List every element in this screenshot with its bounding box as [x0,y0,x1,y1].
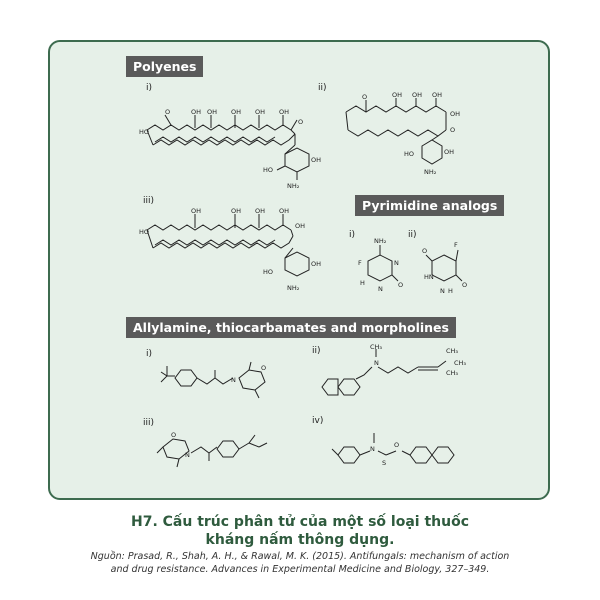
svg-text:OH: OH [191,108,202,116]
svg-text:OH: OH [311,156,322,164]
polyene-ii-structure [338,90,478,180]
svg-text:N: N [231,376,236,384]
svg-text:O: O [362,93,368,101]
svg-text:CH₃: CH₃ [370,343,383,351]
svg-text:OH: OH [392,91,403,99]
svg-text:OH: OH [279,207,290,215]
section-header-allylamine: Allylamine, thiocarbamates and morpholines [126,317,456,338]
svg-text:NH₂: NH₂ [287,284,300,292]
svg-text:O: O [261,364,267,372]
pyrimidine-ii-structure [422,235,472,300]
label-allyl-i: i) [146,349,153,359]
svg-text:HO: HO [139,128,150,136]
svg-text:F: F [358,259,362,267]
svg-text:NH₂: NH₂ [287,182,300,190]
svg-text:OH: OH [207,108,218,116]
svg-text:HO: HO [404,150,415,158]
svg-text:N: N [440,287,445,295]
svg-text:N: N [378,285,383,293]
allylamine-iv-structure [330,425,470,475]
svg-text:OH: OH [311,260,322,268]
section-header-polyenes: Polyenes [126,56,203,77]
svg-text:O: O [422,247,428,255]
svg-text:O: O [450,126,456,134]
svg-text:OH: OH [279,108,290,116]
svg-text:O: O [394,441,400,449]
svg-text:OH: OH [231,207,242,215]
pyrimidine-i-structure [358,235,408,300]
svg-text:OH: OH [412,91,423,99]
label-polyene-ii: ii) [318,83,327,93]
label-pyrimidine-i: i) [349,230,356,240]
svg-text:O: O [298,118,304,126]
svg-text:H: H [360,279,365,287]
svg-text:OH: OH [295,222,306,230]
svg-text:HN: HN [424,273,434,281]
section-header-pyrimidine: Pyrimidine analogs [355,195,504,216]
svg-text:HO: HO [263,268,274,276]
figure-caption-line-2: kháng nấm thông dụng. [205,532,395,548]
svg-text:OH: OH [191,207,202,215]
svg-text:O: O [165,108,171,116]
svg-text:N: N [374,359,379,367]
svg-text:NH₂: NH₂ [424,168,437,176]
svg-text:OH: OH [450,110,461,118]
svg-text:OH: OH [255,207,266,215]
svg-text:N: N [185,451,190,459]
svg-text:HO: HO [139,228,150,236]
svg-text:OH: OH [444,148,455,156]
polyene-i-structure [135,90,325,190]
svg-text:O: O [462,281,468,289]
label-pyrimidine-ii: ii) [408,230,417,240]
polyene-iii-structure [135,200,325,295]
allylamine-iii-structure [155,425,285,475]
allylamine-i-structure [155,358,285,408]
label-allyl-ii: ii) [312,346,321,356]
svg-text:F: F [454,241,458,249]
svg-text:OH: OH [231,108,242,116]
svg-text:N: N [394,259,399,267]
svg-text:N: N [370,445,375,453]
svg-text:S: S [382,459,387,467]
svg-text:CH₃: CH₃ [446,369,459,377]
svg-text:OH: OH [432,91,443,99]
label-polyene-iii: iii) [143,196,155,206]
svg-text:CH₃: CH₃ [454,359,467,367]
source-citation-line-1: Nguồn: Prasad, R., Shah, A. H., & Rawal, M. K. (2015). Antifungals: mechanism of action [90,551,510,562]
label-allyl-iii: iii) [143,418,155,428]
allylamine-ii-structure [320,345,475,415]
svg-text:OH: OH [255,108,266,116]
label-allyl-iv: iv) [312,416,324,426]
svg-text:O: O [398,281,404,289]
label-polyene-i: i) [146,83,153,93]
source-citation-line-2: and drug resistance. Advances in Experimental Medicine and Biology, 327–349. [110,564,490,575]
svg-text:H: H [448,287,453,295]
svg-text:NH₂: NH₂ [374,237,387,245]
svg-text:HO: HO [263,166,274,174]
figure-caption-line-1: H7. Cấu trúc phân tử của một số loại thuốc [130,514,470,530]
svg-text:CH₃: CH₃ [446,347,459,355]
svg-text:O: O [171,431,177,439]
